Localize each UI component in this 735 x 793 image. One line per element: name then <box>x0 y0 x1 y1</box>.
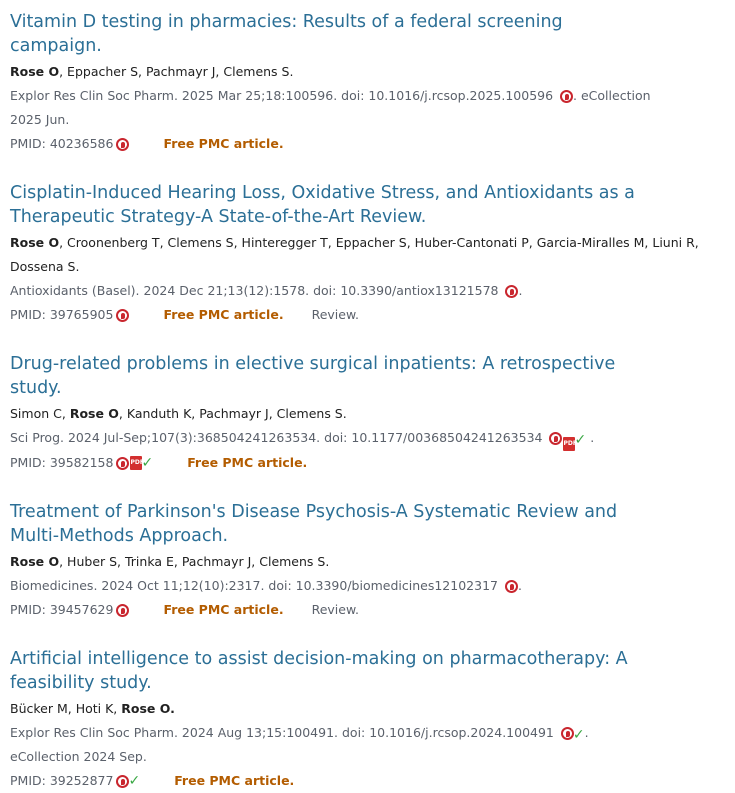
pdf-icon[interactable]: PDF <box>130 456 142 470</box>
altmetric-icon[interactable] <box>505 285 518 298</box>
citation-tail: . <box>590 430 595 445</box>
result-title-link[interactable]: Cisplatin-Induced Hearing Loss, Oxidative Stress, and Antioxidants as a Therapeutic Strategy-A State-of-the-Art Review. <box>10 183 635 227</box>
citation-text: Sci Prog. 2024 Jul-Sep;107(3):368504241263534. doi: 10.1177/00368504241263534 <box>10 430 543 445</box>
free-pmc-article-link[interactable]: Free PMC article. <box>163 602 284 617</box>
altmetric-icon[interactable] <box>560 90 573 103</box>
check-icon: ✓ <box>574 432 587 448</box>
altmetric-icon[interactable] <box>116 309 129 322</box>
result-item <box>10 352 725 475</box>
authors-after: , Kanduth K, Pachmayr J, Clemens S. <box>118 406 347 421</box>
check-icon: ✓ <box>128 773 141 789</box>
pmid: PMID: 39252877 <box>10 773 114 788</box>
result-citation <box>10 574 660 598</box>
result-meta <box>10 769 725 793</box>
altmetric-icon[interactable] <box>116 775 129 788</box>
result-authors <box>10 231 725 279</box>
free-pmc-article-link[interactable]: Free PMC article. <box>163 136 284 151</box>
result-citation <box>10 721 660 769</box>
citation-text: Antioxidants (Basel). 2024 Dec 21;13(12):1578. doi: 10.3390/antiox13121578 <box>10 283 499 298</box>
citation-text: Biomedicines. 2024 Oct 11;12(10):2317. doi: 10.3390/biomedicines12102317 <box>10 578 498 593</box>
result-item <box>10 181 725 327</box>
review-label: Review. <box>311 307 360 322</box>
citation-tail: . <box>518 283 523 298</box>
result-citation <box>10 84 660 132</box>
pmid: PMID: 39582158 <box>10 455 114 470</box>
authors-after: , Eppacher S, Pachmayr J, Clemens S. <box>59 64 294 79</box>
result-title-link[interactable]: Vitamin D testing in pharmacies: Results of a federal screening campaign. <box>10 12 563 56</box>
result-meta <box>10 598 725 622</box>
free-pmc-article-link[interactable]: Free PMC article. <box>187 455 308 470</box>
authors-before: Bücker M, Hoti K, <box>10 701 122 716</box>
highlighted-author: Rose O <box>10 64 60 79</box>
free-pmc-article-link[interactable]: Free PMC article. <box>163 307 284 322</box>
result-citation <box>10 426 660 451</box>
altmetric-icon[interactable] <box>116 138 129 151</box>
result-authors <box>10 402 725 426</box>
free-pmc-article-link[interactable]: Free PMC article. <box>174 773 295 788</box>
highlighted-author: Rose O <box>10 235 60 250</box>
highlighted-author: Rose O <box>10 554 60 569</box>
result-item <box>10 500 725 622</box>
citation-tail: . eCollection 2024 Sep. <box>10 725 589 764</box>
result-title-link[interactable]: Drug-related problems in elective surgical inpatients: A retrospective study. <box>10 354 616 398</box>
citation-tail: . eCollection 2025 Jun. <box>10 88 651 127</box>
result-meta <box>10 132 725 156</box>
check-icon: ✓ <box>572 727 585 743</box>
pmid: PMID: 39457629 <box>10 602 114 617</box>
review-label: Review. <box>311 602 360 617</box>
altmetric-icon[interactable] <box>505 580 518 593</box>
result-item <box>10 10 725 156</box>
result-meta <box>10 303 725 327</box>
altmetric-icon[interactable] <box>561 727 574 740</box>
altmetric-icon[interactable] <box>549 432 562 445</box>
result-citation <box>10 279 660 303</box>
pmid: PMID: 39765905 <box>10 307 114 322</box>
highlighted-author: Rose O. <box>121 701 175 716</box>
result-meta <box>10 451 725 475</box>
result-title-link[interactable]: Treatment of Parkinson's Disease Psychosis-A Systematic Review and Multi-Methods Approach. <box>10 502 618 546</box>
result-authors <box>10 60 725 84</box>
altmetric-icon[interactable] <box>116 604 129 617</box>
result-title-link[interactable]: Artificial intelligence to assist decision-making on pharmacotherapy: A feasibility study. <box>10 649 628 693</box>
result-item <box>10 647 725 793</box>
pdf-icon[interactable]: PDF <box>563 437 575 451</box>
citation-text: Explor Res Clin Soc Pharm. 2025 Mar 25;18:100596. doi: 10.1016/j.rcsop.2025.100596 <box>10 88 554 103</box>
authors-after: , Huber S, Trinka E, Pachmayr J, Clemens S. <box>59 554 330 569</box>
result-authors <box>10 697 725 721</box>
check-icon: ✓ <box>141 455 154 471</box>
authors-before: Simon C, <box>10 406 70 421</box>
pmid: PMID: 40236586 <box>10 136 114 151</box>
citation-tail: . <box>517 578 522 593</box>
altmetric-icon[interactable] <box>116 457 129 470</box>
citation-text: Explor Res Clin Soc Pharm. 2024 Aug 13;15:100491. doi: 10.1016/j.rcsop.2024.100491 <box>10 725 554 740</box>
highlighted-author: Rose O <box>69 406 119 421</box>
result-authors <box>10 550 725 574</box>
authors-after: , Croonenberg T, Clemens S, Hinteregger T, Eppacher S, Huber-Cantonati P, Garcia-Miralles M, Liuni R, Dossena S. <box>10 235 699 274</box>
